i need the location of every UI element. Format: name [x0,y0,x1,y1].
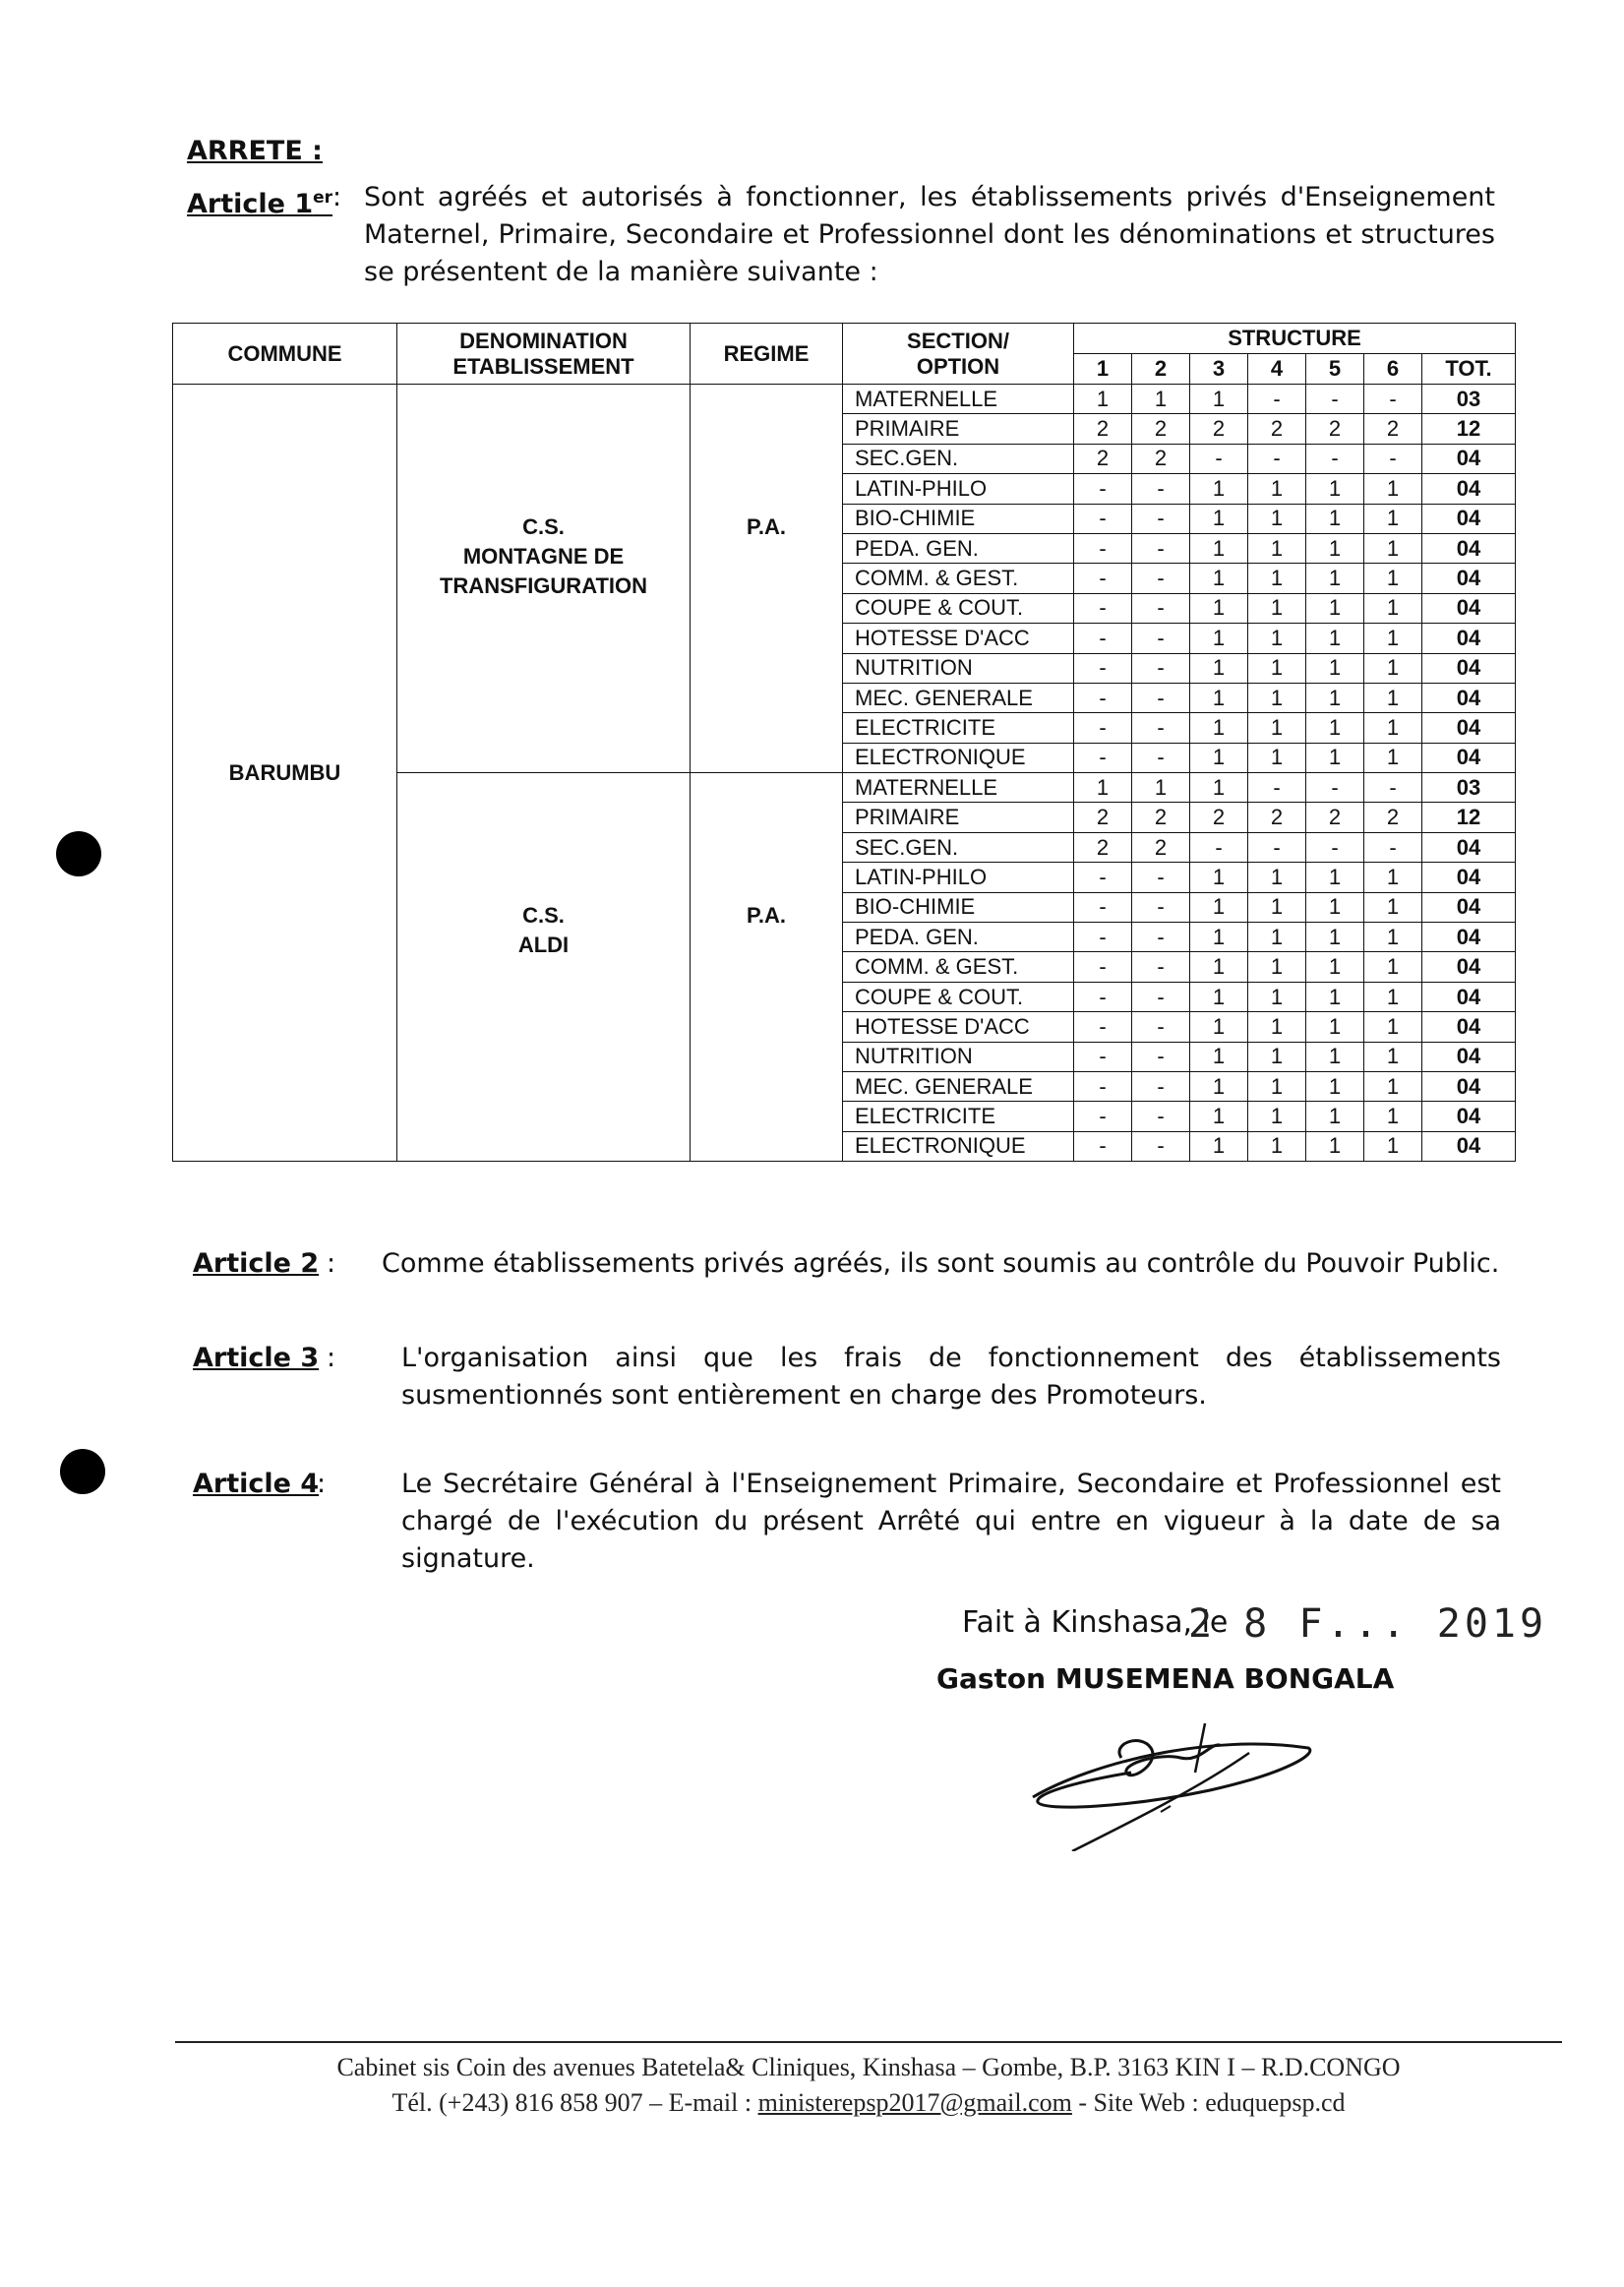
header-structure-col: 5 [1306,354,1364,385]
structure-cell: - [1132,952,1190,982]
structure-cell: 1 [1306,624,1364,653]
section-option-cell: LATIN-PHILO [843,863,1074,892]
section-option-cell: MATERNELLE [843,385,1074,414]
section-option-cell: ELECTRICITE [843,713,1074,743]
article-1-label: Article 1er [187,188,333,219]
structure-cell: - [1074,952,1132,982]
structure-cell: 1 [1248,1042,1306,1071]
structure-cell: 1 [1306,653,1364,683]
section-option-cell: PRIMAIRE [843,414,1074,444]
commune-cell: BARUMBU [173,385,397,1162]
structure-cell: 1 [1190,713,1248,743]
structure-cell: - [1132,743,1190,772]
establishment-name-cell: C.S. ALDI [397,773,691,1162]
section-option-cell: ELECTRICITE [843,1102,1074,1131]
structure-cell: - [1074,1071,1132,1101]
structure-cell: 1 [1248,1071,1306,1101]
structure-cell: 1 [1190,1012,1248,1042]
structure-cell: 1 [1190,923,1248,952]
structure-cell: - [1132,1012,1190,1042]
structure-cell: 1 [1190,533,1248,563]
structure-cell: - [1248,773,1306,803]
header-structure-col: 3 [1190,354,1248,385]
structure-cell: 1 [1306,1131,1364,1161]
structure-cell: 1 [1306,713,1364,743]
header-section-option: SECTION/ OPTION [843,324,1074,385]
punch-hole-marker-bottom [60,1449,105,1494]
structure-cell: - [1132,653,1190,683]
structure-cell: 1 [1190,1131,1248,1161]
structure-cell: 1 [1248,1131,1306,1161]
structure-cell: 1 [1364,1102,1422,1131]
structure-cell: 1 [1074,773,1132,803]
total-cell: 04 [1422,863,1516,892]
structure-cell: 1 [1248,504,1306,533]
structure-cell: 1 [1306,593,1364,623]
article-1 [187,179,1495,297]
structure-cell: 1 [1190,863,1248,892]
total-cell: 04 [1422,892,1516,922]
structure-cell: - [1074,1131,1132,1161]
structure-cell: 1 [1306,1071,1364,1101]
header-denomination: DENOMINATION ETABLISSEMENT [397,324,691,385]
structure-cell: - [1306,385,1364,414]
structure-cell: - [1132,624,1190,653]
structure-cell: - [1074,982,1132,1011]
structure-cell: 2 [1132,444,1190,473]
structure-cell: 1 [1248,1102,1306,1131]
structure-cell: 1 [1190,773,1248,803]
structure-cell: 1 [1364,653,1422,683]
header-structure-col: 4 [1248,354,1306,385]
structure-cell: - [1074,683,1132,712]
structure-cell: 1 [1364,863,1422,892]
structure-cell: - [1074,1042,1132,1071]
structure-cell: 1 [1248,892,1306,922]
structure-cell: 1 [1306,474,1364,504]
structure-cell: 1 [1248,713,1306,743]
structure-cell: - [1306,444,1364,473]
total-cell: 04 [1422,653,1516,683]
article-2-text: Comme établissements privés agréés, ils sont soumis au contrôle du Pouvoir Public. [382,1248,1500,1279]
structure-cell: 1 [1074,385,1132,414]
structure-cell: 1 [1190,743,1248,772]
place-and-date-label: Fait à Kinshasa, le [962,1605,1229,1640]
total-cell: 04 [1422,982,1516,1011]
structure-cell: - [1132,593,1190,623]
total-cell: 04 [1422,504,1516,533]
header-structure-col: 6 [1364,354,1422,385]
structure-cell: 1 [1364,533,1422,563]
structure-cell: - [1074,504,1132,533]
structure-cell: - [1074,533,1132,563]
structure-cell: 2 [1190,414,1248,444]
section-option-cell: HOTESSE D'ACC [843,624,1074,653]
structure-cell: 1 [1364,593,1422,623]
establishment-structure-table [172,323,1516,1162]
article-4 [193,1466,1501,1584]
structure-cell: 2 [1132,414,1190,444]
structure-cell: - [1364,385,1422,414]
structure-cell: 1 [1364,952,1422,982]
header-structure-col: 1 [1074,354,1132,385]
structure-cell: 1 [1190,504,1248,533]
section-option-cell: SEC.GEN. [843,444,1074,473]
section-option-cell: ELECTRONIQUE [843,1131,1074,1161]
structure-cell: - [1074,1012,1132,1042]
article-1-text: Sont agréés et autorisés à fonctionner, les établissements privés d'Enseignement Maternel, Primaire, Secondaire et Professionnel dont les dénominations et structures se présentent de la manière suivante : [364,182,1495,287]
structure-cell: - [1132,923,1190,952]
regime-cell: P.A. [691,773,843,1162]
total-cell: 04 [1422,1012,1516,1042]
structure-cell: 1 [1364,743,1422,772]
section-option-cell: ELECTRONIQUE [843,743,1074,772]
structure-cell: - [1074,923,1132,952]
structure-cell: - [1074,1102,1132,1131]
total-cell: 04 [1422,474,1516,504]
structure-cell: 2 [1190,803,1248,832]
footer-line-2: Tél. (+243) 816 858 907 – E-mail : ministerepsp2017@gmail.com - Site Web : eduquepsp.cd [391,2088,1346,2117]
total-cell: 12 [1422,414,1516,444]
header-structure-col: TOT. [1422,354,1516,385]
structure-cell: 1 [1248,952,1306,982]
section-option-cell: BIO-CHIMIE [843,892,1074,922]
article-4-colon: : [317,1469,327,1499]
structure-cell: 1 [1248,564,1306,593]
structure-cell: 1 [1364,624,1422,653]
structure-cell: 2 [1248,803,1306,832]
structure-cell: 1 [1248,923,1306,952]
structure-cell: - [1074,863,1132,892]
structure-cell: - [1132,1102,1190,1131]
structure-cell: 1 [1190,683,1248,712]
section-option-cell: HOTESSE D'ACC [843,1012,1074,1042]
structure-cell: - [1364,773,1422,803]
total-cell: 04 [1422,952,1516,982]
section-option-cell: COMM. & GEST. [843,564,1074,593]
footer-email: ministerepsp2017@gmail.com [757,2088,1072,2117]
structure-cell: 1 [1306,1012,1364,1042]
structure-cell: - [1074,743,1132,772]
total-cell: 04 [1422,923,1516,952]
total-cell: 04 [1422,444,1516,473]
structure-cell: 1 [1364,1131,1422,1161]
structure-cell: 1 [1248,1012,1306,1042]
structure-cell: 2 [1074,414,1132,444]
date-stamp: 2 8 F... 2019 [1188,1601,1548,1647]
article-3-label: Article 3 [193,1343,320,1373]
structure-cell: - [1074,474,1132,504]
structure-cell: 1 [1364,982,1422,1011]
section-option-cell: MATERNELLE [843,773,1074,803]
total-cell: 04 [1422,1131,1516,1161]
structure-cell: 2 [1306,414,1364,444]
decree-heading: ARRETE : [187,136,323,166]
total-cell: 04 [1422,624,1516,653]
header-structure-col: 2 [1132,354,1190,385]
structure-cell: 1 [1190,653,1248,683]
section-option-cell: SEC.GEN. [843,832,1074,862]
section-option-cell: LATIN-PHILO [843,474,1074,504]
structure-cell: - [1132,713,1190,743]
structure-cell: 1 [1306,982,1364,1011]
structure-cell: 1 [1306,1102,1364,1131]
section-option-cell: MEC. GENERALE [843,1071,1074,1101]
structure-cell: - [1306,773,1364,803]
structure-cell: - [1074,892,1132,922]
article-3-text: L'organisation ainsi que les frais de fonctionnement des établissements susmentionnés sont entièrement en charge des Promoteurs. [401,1343,1501,1411]
structure-cell: 1 [1364,564,1422,593]
article-3-colon: : [327,1343,336,1373]
article-4-label: Article 4 [193,1469,320,1499]
structure-cell: 1 [1364,683,1422,712]
structure-cell: 1 [1190,1042,1248,1071]
structure-cell: 1 [1132,773,1190,803]
structure-cell: 1 [1132,385,1190,414]
structure-cell: 1 [1190,892,1248,922]
section-option-cell: COUPE & COUT. [843,982,1074,1011]
structure-cell: 1 [1306,564,1364,593]
structure-cell: 1 [1248,653,1306,683]
structure-cell: 1 [1306,1042,1364,1071]
structure-cell: 1 [1306,923,1364,952]
structure-cell: - [1074,713,1132,743]
structure-cell: 2 [1248,414,1306,444]
structure-cell: 1 [1364,1042,1422,1071]
total-cell: 04 [1422,593,1516,623]
structure-cell: 1 [1248,624,1306,653]
structure-cell: - [1132,533,1190,563]
structure-cell: - [1132,504,1190,533]
structure-cell: 1 [1248,474,1306,504]
structure-cell: 1 [1248,863,1306,892]
structure-cell: 1 [1364,923,1422,952]
structure-cell: - [1132,892,1190,922]
structure-cell: 2 [1132,803,1190,832]
structure-cell: 1 [1190,952,1248,982]
structure-cell: 1 [1364,892,1422,922]
structure-cell: 1 [1248,743,1306,772]
footer-divider [175,2041,1562,2043]
section-option-cell: PEDA. GEN. [843,533,1074,563]
total-cell: 04 [1422,1042,1516,1071]
article-2 [193,1245,1501,1285]
signature-block [934,1601,1548,1861]
structure-cell: - [1132,1071,1190,1101]
structure-cell: 1 [1306,863,1364,892]
structure-cell: - [1132,683,1190,712]
structure-cell: 1 [1364,474,1422,504]
section-option-cell: PEDA. GEN. [843,923,1074,952]
structure-cell: - [1074,564,1132,593]
punch-hole-marker-top [56,831,101,876]
total-cell: 04 [1422,743,1516,772]
structure-cell: - [1074,624,1132,653]
structure-cell: 2 [1074,444,1132,473]
structure-cell: 1 [1190,982,1248,1011]
section-option-cell: NUTRITION [843,653,1074,683]
section-option-cell: COUPE & COUT. [843,593,1074,623]
structure-cell: - [1074,653,1132,683]
structure-cell: 1 [1248,683,1306,712]
table-row [173,385,1516,414]
structure-cell: 1 [1306,683,1364,712]
structure-cell: 2 [1132,832,1190,862]
structure-cell: 2 [1074,832,1132,862]
signatory-name: Gaston MUSEMENA BONGALA [936,1662,1395,1695]
header-structure: STRUCTURE [1074,324,1516,354]
structure-cell: - [1190,444,1248,473]
total-cell: 04 [1422,683,1516,712]
total-cell: 04 [1422,533,1516,563]
structure-cell: 1 [1190,564,1248,593]
structure-cell: - [1132,863,1190,892]
structure-cell: 1 [1306,952,1364,982]
article-1-colon: : [332,182,342,212]
total-cell: 04 [1422,832,1516,862]
structure-cell: 2 [1364,803,1422,832]
structure-cell: - [1132,1131,1190,1161]
structure-cell: 1 [1248,533,1306,563]
structure-cell: - [1132,474,1190,504]
structure-cell: 1 [1306,533,1364,563]
section-option-cell: BIO-CHIMIE [843,504,1074,533]
structure-cell: - [1074,593,1132,623]
regime-cell: P.A. [691,385,843,773]
structure-cell: 2 [1364,414,1422,444]
establishment-name-cell: C.S. MONTAGNE DE TRANSFIGURATION [397,385,691,773]
structure-cell: - [1190,832,1248,862]
structure-cell: - [1248,444,1306,473]
footer-line-1: Cabinet sis Coin des avenues Batetela& Cliniques, Kinshasa – Gombe, B.P. 3163 KIN I – R.D.CONGO [336,2053,1401,2081]
total-cell: 12 [1422,803,1516,832]
structure-cell: - [1248,832,1306,862]
footer-address [175,2050,1562,2121]
structure-cell: - [1364,444,1422,473]
article-3 [193,1340,1501,1418]
structure-cell: - [1132,982,1190,1011]
section-option-cell: MEC. GENERALE [843,683,1074,712]
handwritten-signature [1013,1704,1328,1851]
total-cell: 03 [1422,385,1516,414]
structure-cell: 1 [1190,1071,1248,1101]
structure-cell: 1 [1190,593,1248,623]
structure-cell: - [1248,385,1306,414]
total-cell: 04 [1422,1102,1516,1131]
total-cell: 03 [1422,773,1516,803]
structure-cell: 1 [1248,982,1306,1011]
structure-cell: 1 [1306,743,1364,772]
structure-cell: 2 [1306,803,1364,832]
total-cell: 04 [1422,1071,1516,1101]
article-4-text: Le Secrétaire Général à l'Enseignement Primaire, Secondaire et Professionnel est chargé de l'exécution du présent Arrêté qui entre en vigueur à la date de sa signature. [401,1469,1501,1574]
section-option-cell: NUTRITION [843,1042,1074,1071]
article-2-colon: : [327,1248,336,1279]
header-commune: COMMUNE [173,324,397,385]
structure-cell: 1 [1190,474,1248,504]
structure-cell: 1 [1190,385,1248,414]
structure-cell: - [1306,832,1364,862]
structure-cell: 1 [1364,1071,1422,1101]
structure-cell: 1 [1306,892,1364,922]
section-option-cell: COMM. & GEST. [843,952,1074,982]
header-regime: REGIME [691,324,843,385]
structure-cell: 2 [1074,803,1132,832]
total-cell: 04 [1422,713,1516,743]
structure-cell: 1 [1306,504,1364,533]
section-option-cell: PRIMAIRE [843,803,1074,832]
structure-cell: 1 [1364,713,1422,743]
structure-cell: 1 [1248,593,1306,623]
structure-cell: 1 [1364,1012,1422,1042]
article-2-label: Article 2 [193,1248,320,1279]
structure-cell: 1 [1190,1102,1248,1131]
structure-cell: - [1132,564,1190,593]
structure-cell: 1 [1190,624,1248,653]
structure-cell: - [1364,832,1422,862]
structure-cell: 1 [1364,504,1422,533]
structure-cell: - [1132,1042,1190,1071]
total-cell: 04 [1422,564,1516,593]
